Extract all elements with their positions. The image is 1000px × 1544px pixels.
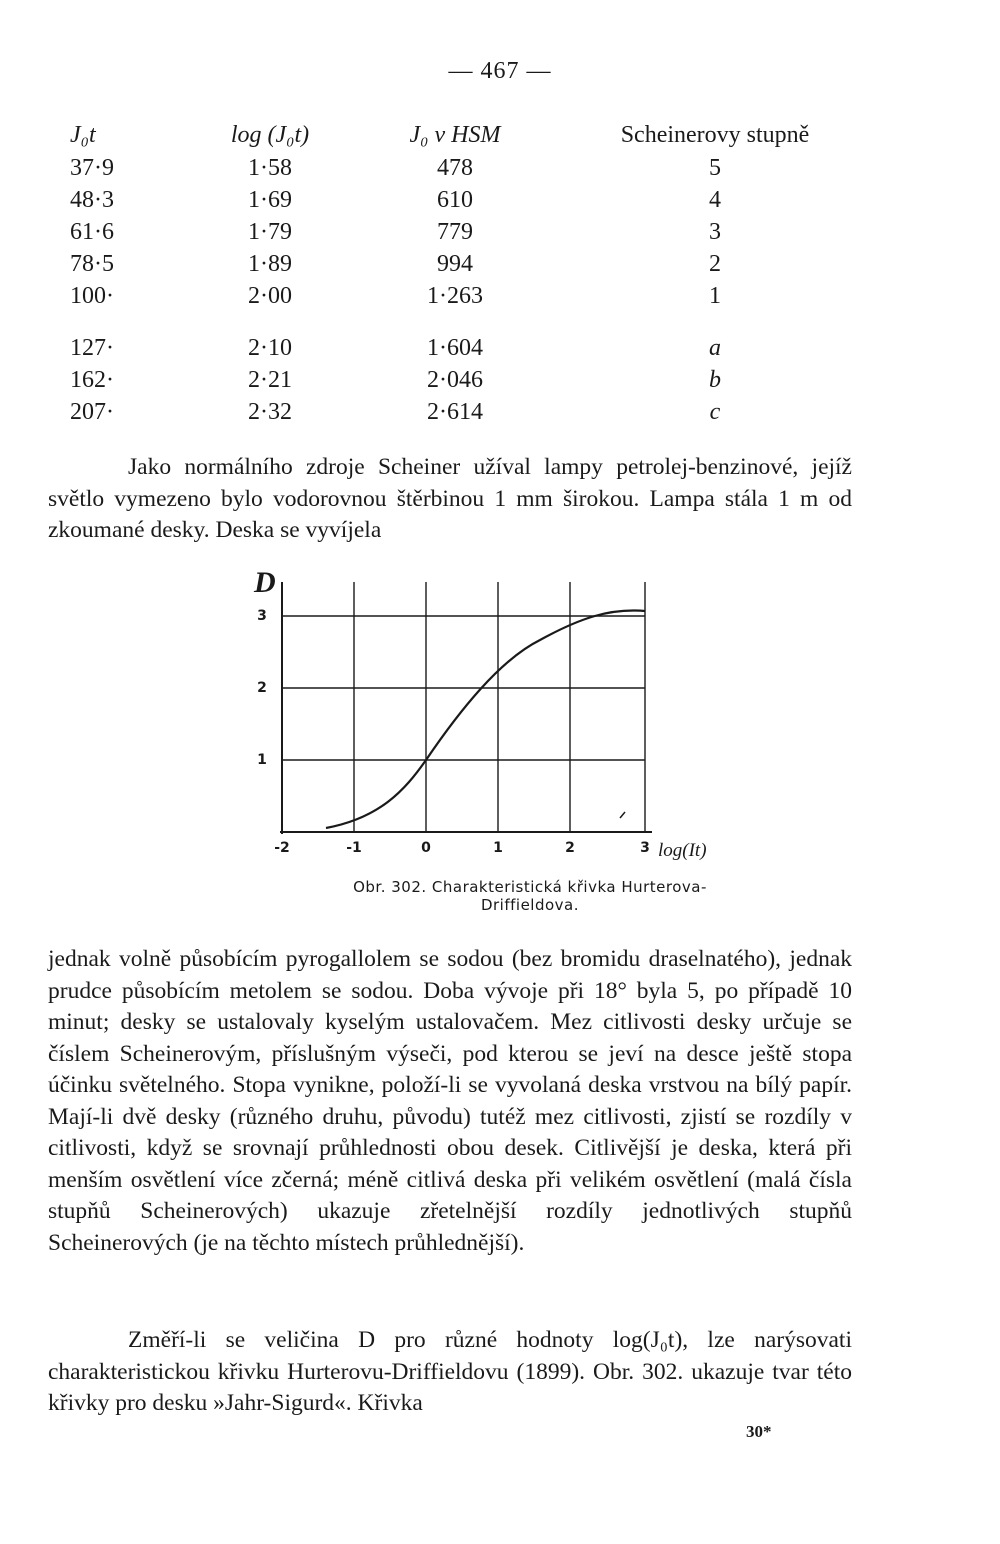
table-cell: 2 — [709, 250, 721, 277]
table-cell: 37·9 — [70, 154, 114, 181]
table-cell: 4 — [709, 186, 721, 213]
table-cell: 1·263 — [427, 282, 483, 309]
sheet-mark: 30* — [746, 1422, 772, 1441]
page-number: — 467 — — [448, 58, 552, 84]
table-cell: 2·614 — [427, 398, 483, 425]
x-tick-m2: -2 — [274, 840, 290, 856]
header-log: log (J₀t) — [230, 121, 310, 148]
table-row — [60, 364, 890, 396]
table-cell: 2·21 — [248, 366, 292, 393]
y-tick-1: 1 — [257, 752, 267, 768]
header-j0-hsm: J₀ v HSM — [409, 121, 501, 148]
table-cell: 2·046 — [427, 366, 483, 393]
y-axis-label: D — [254, 566, 276, 599]
table-cell: 78·5 — [70, 250, 114, 277]
table-row — [60, 216, 890, 248]
stray-mark — [620, 812, 625, 818]
table-cell: 5 — [709, 154, 721, 181]
table-cell: c — [709, 398, 721, 425]
table-cell: 779 — [437, 218, 473, 245]
table-row — [60, 184, 890, 216]
y-tick-2: 2 — [257, 680, 267, 696]
table-header-row — [60, 118, 890, 152]
table-row — [60, 312, 890, 364]
table-row — [60, 248, 890, 280]
caption-line-2: Driffieldova. — [480, 896, 580, 914]
table-cell: 3 — [709, 218, 721, 245]
header-j0t: J₀t — [70, 121, 96, 148]
table-cell: 2·10 — [248, 334, 292, 361]
table-cell: 1·69 — [248, 186, 292, 213]
table-cell: 610 — [437, 186, 473, 213]
y-tick-3: 3 — [257, 608, 267, 624]
scheiner-table — [60, 118, 890, 428]
x-tick-m1: -1 — [346, 840, 362, 856]
x-axis-label: log(It) — [658, 840, 707, 861]
table-row — [60, 396, 890, 428]
table-cell: 1 — [709, 282, 721, 309]
table-row — [60, 280, 890, 312]
x-tick-2: 2 — [565, 840, 575, 856]
table-cell: 61·6 — [70, 218, 114, 245]
table-cell: 1·89 — [248, 250, 292, 277]
caption-line-1: Obr. 302. Charakteristická křivka Hurterova- — [353, 878, 707, 896]
table-cell: b — [709, 366, 721, 393]
table-cell: 100· — [70, 282, 114, 309]
table-row — [60, 152, 890, 184]
table-cell: 127· — [70, 334, 114, 361]
x-tick-0: 0 — [421, 840, 431, 856]
header-scheiner: Scheinerovy stupně — [620, 121, 810, 148]
table-cell: 1·58 — [248, 154, 292, 181]
table-cell: 207· — [70, 398, 114, 425]
table-cell: 162· — [70, 366, 114, 393]
paragraph-development: jednak volně působícím pyrogallolem se sodou (bez bromidu draselnatého), jednak prudce působícím metolem se sodou. Doba vývoje při 18° byla 5, po případě 10 minut; desky se ustalovaly kyselým ustalovačem. Mez citlivosti desky určuje se číslem Scheinerovým, příslušným výseči, pod kterou se jeví na desce ještě stopa účinku světelného. Stopa vynikne, položí-li se vyvolaná deska vrstvou na bílý papír. Mají-li dvě desky (různého druhu, původu) tutéž mez citlivosti, zjistí se rozdíly v citlivosti, když se srovnají průhlednosti obou desek. Citlivější je deska, která při menším osvětlení více zčerná; méně citlivá deska při velikém osvětlení (malá čísla stupňů Scheinerových) ukazuje zřetelnější rozdíly jednotlivých stupňů Scheinerových (je na těchto místech průhlednější). — [48, 946, 852, 1256]
hurter-driffield-curve — [326, 610, 645, 828]
table-cell: 478 — [437, 154, 473, 181]
figure-caption — [200, 878, 860, 914]
table-cell: 2·00 — [248, 282, 292, 309]
table-cell: a — [709, 334, 721, 361]
table-cell: 1·604 — [427, 334, 483, 361]
paragraph-characteristic-curve: Změří-li se veličina D pro různé hodnoty log(J₀t), lze narýsovati charakteristickou křivku Hurterovu-Driffieldovu (1899). Obr. 302. ukazuje tvar této křivky pro desku »Jahr-Sigurd«. Křivka — [48, 1327, 852, 1416]
table-cell: 48·3 — [70, 186, 114, 213]
table-cell: 1·79 — [248, 218, 292, 245]
table-cell: 994 — [437, 250, 473, 277]
x-tick-1: 1 — [493, 840, 503, 856]
paragraph-scheiner-lamp: Jako normálního zdroje Scheiner užíval lampy petrolej-benzinové, jejíž světlo vymezeno bylo vodorovnou štěrbinou 1 mm širokou. Lampa stála 1 m od zkoumané desky. Deska se vyvíjela — [48, 454, 852, 543]
x-tick-3: 3 — [640, 840, 650, 856]
table-cell: 2·32 — [248, 398, 292, 425]
characteristic-curve-figure — [240, 560, 760, 870]
